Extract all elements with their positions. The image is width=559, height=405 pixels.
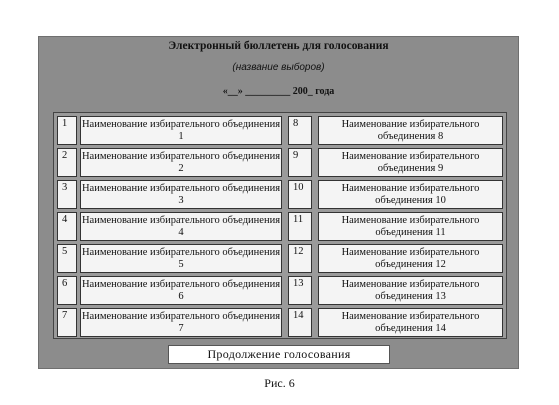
candidate-number[interactable]: 13 [288, 276, 312, 305]
continue-voting-button[interactable]: Продолжение голосования [168, 345, 390, 364]
candidate-name[interactable]: Наименование избирательного объединения 13 [318, 276, 503, 305]
candidate-number[interactable]: 9 [288, 148, 312, 177]
candidate-number[interactable]: 1 [57, 116, 77, 145]
candidate-name[interactable]: Наименование избирательного объединения 7 [80, 308, 282, 337]
candidate-row [54, 180, 506, 211]
candidate-grid [53, 112, 507, 339]
candidate-number[interactable]: 2 [57, 148, 77, 177]
candidate-name[interactable]: Наименование избирательного объединения 10 [318, 180, 503, 209]
candidate-name[interactable]: Наименование избирательного объединения 1 [80, 116, 282, 145]
candidate-name[interactable]: Наименование избирательного объединения 4 [80, 212, 282, 241]
candidate-number[interactable]: 11 [288, 212, 312, 241]
candidate-number[interactable]: 10 [288, 180, 312, 209]
candidate-name[interactable]: Наименование избирательного объединения 3 [80, 180, 282, 209]
electronic-ballot [38, 36, 519, 369]
candidate-number[interactable]: 5 [57, 244, 77, 273]
candidate-number[interactable]: 7 [57, 308, 77, 337]
candidate-number[interactable]: 12 [288, 244, 312, 273]
candidate-name[interactable]: Наименование избирательного объединения 6 [80, 276, 282, 305]
candidate-number[interactable]: 3 [57, 180, 77, 209]
figure-caption: Рис. 6 [264, 376, 295, 390]
candidate-number[interactable]: 8 [288, 116, 312, 145]
candidate-row [54, 148, 506, 179]
candidate-name[interactable]: Наименование избирательного объединения 12 [318, 244, 503, 273]
candidate-row [54, 276, 506, 307]
candidate-name[interactable]: Наименование избирательного объединения 5 [80, 244, 282, 273]
candidate-number[interactable]: 4 [57, 212, 77, 241]
candidate-row [54, 308, 506, 339]
candidate-number[interactable]: 14 [288, 308, 312, 337]
candidate-number[interactable]: 6 [57, 276, 77, 305]
election-name: (название выборов) [232, 62, 325, 73]
candidate-name[interactable]: Наименование избирательного объединения 11 [318, 212, 503, 241]
candidate-row [54, 244, 506, 275]
candidate-name[interactable]: Наименование избирательного объединения 2 [80, 148, 282, 177]
ballot-title: Электронный бюллетень для голосования [168, 40, 389, 52]
candidate-name[interactable]: Наименование избирательного объединения 8 [318, 116, 503, 145]
election-date: «__» _________ 200_ года [222, 86, 335, 97]
candidate-row [54, 212, 506, 243]
candidate-name[interactable]: Наименование избирательного объединения 9 [318, 148, 503, 177]
candidate-row [54, 116, 506, 147]
candidate-name[interactable]: Наименование избирательного объединения 14 [318, 308, 503, 337]
